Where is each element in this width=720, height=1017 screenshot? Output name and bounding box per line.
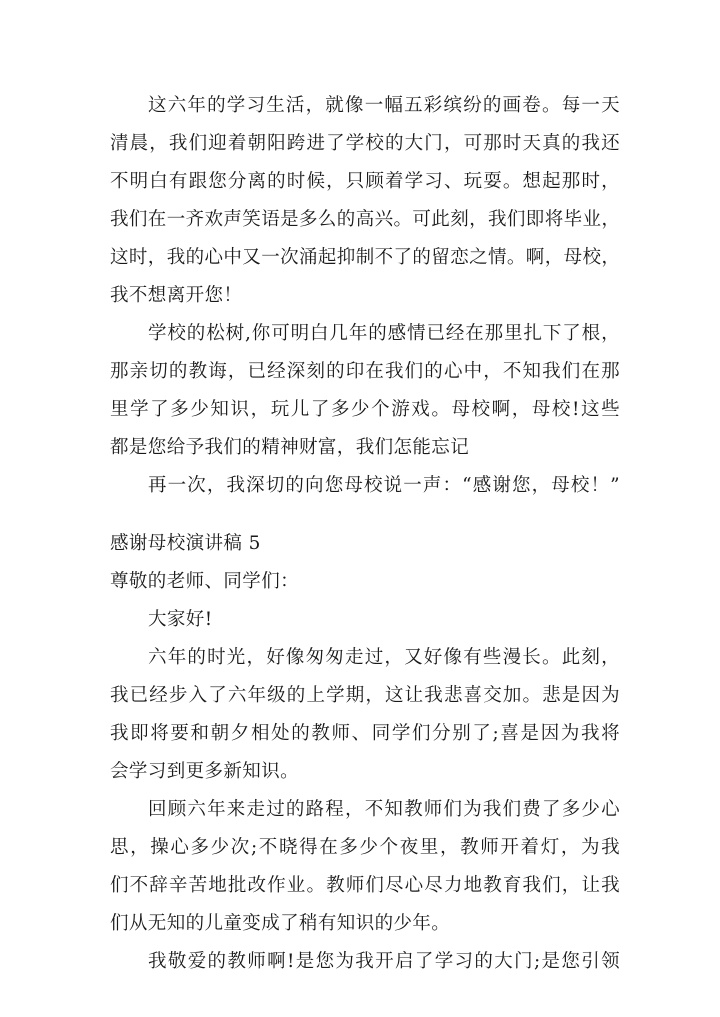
greeting: 大家好!	[148, 609, 213, 630]
paragraph-line: 那亲切的教诲，已经深刻的印在我们的心中，不知我们在那	[110, 361, 620, 382]
salutation: 尊敬的老师、同学们：	[110, 571, 300, 592]
paragraph-line: 再一次，我深切的向您母校说一声：“感谢您，母校！”	[148, 475, 620, 496]
paragraph-line: 都是您给予我们的精神财富，我们怎能忘记	[110, 437, 470, 458]
paragraph-line: 思，操心多少次;不晓得在多少个夜里，教师开着灯，为我	[110, 837, 620, 858]
paragraph-line: 回顾六年来走过的路程，不知教师们为我们费了多少心	[148, 799, 620, 820]
paragraph-line: 里学了多少知识，玩儿了多少个游戏。母校啊，母校!这些	[110, 399, 620, 420]
paragraph-line: 们从无知的儿童变成了稍有知识的少年。	[110, 913, 451, 934]
paragraph-line: 们不辞辛苦地批改作业。教师们尽心尽力地教育我们，让我	[110, 875, 620, 896]
paragraph-line: 我敬爱的教师啊!是您为我开启了学习的大门;是您引领	[148, 951, 620, 972]
section-title: 感谢母校演讲稿 5	[110, 533, 261, 554]
paragraph-line: 这六年的学习生活，就像一幅五彩缤纷的画卷。每一天	[148, 95, 620, 116]
paragraph-line: 学校的松树,你可明白几年的感情已经在那里扎下了根，	[148, 323, 620, 344]
paragraph-line: 清晨，我们迎着朝阳跨进了学校的大门，可那时天真的我还	[110, 133, 620, 154]
paragraph-line: 我即将要和朝夕相处的教师、同学们分别了;喜是因为我将	[110, 723, 620, 744]
paragraph-line: 不明白有跟您分离的时候，只顾着学习、玩耍。想起那时，	[110, 171, 620, 192]
paragraph-line: 六年的时光，好像匆匆走过，又好像有些漫长。此刻，	[148, 647, 620, 668]
paragraph-line: 我已经步入了六年级的上学期，这让我悲喜交加。悲是因为	[110, 685, 620, 706]
paragraph-line: 会学习到更多新知识。	[110, 761, 300, 782]
paragraph-line: 我不想离开您！	[110, 285, 243, 306]
paragraph-line: 我们在一齐欢声笑语是多么的高兴。可此刻，我们即将毕业，	[110, 209, 621, 230]
paragraph-line: 这时，我的心中又一次涌起抑制不了的留恋之情。啊，母校，	[110, 247, 621, 268]
